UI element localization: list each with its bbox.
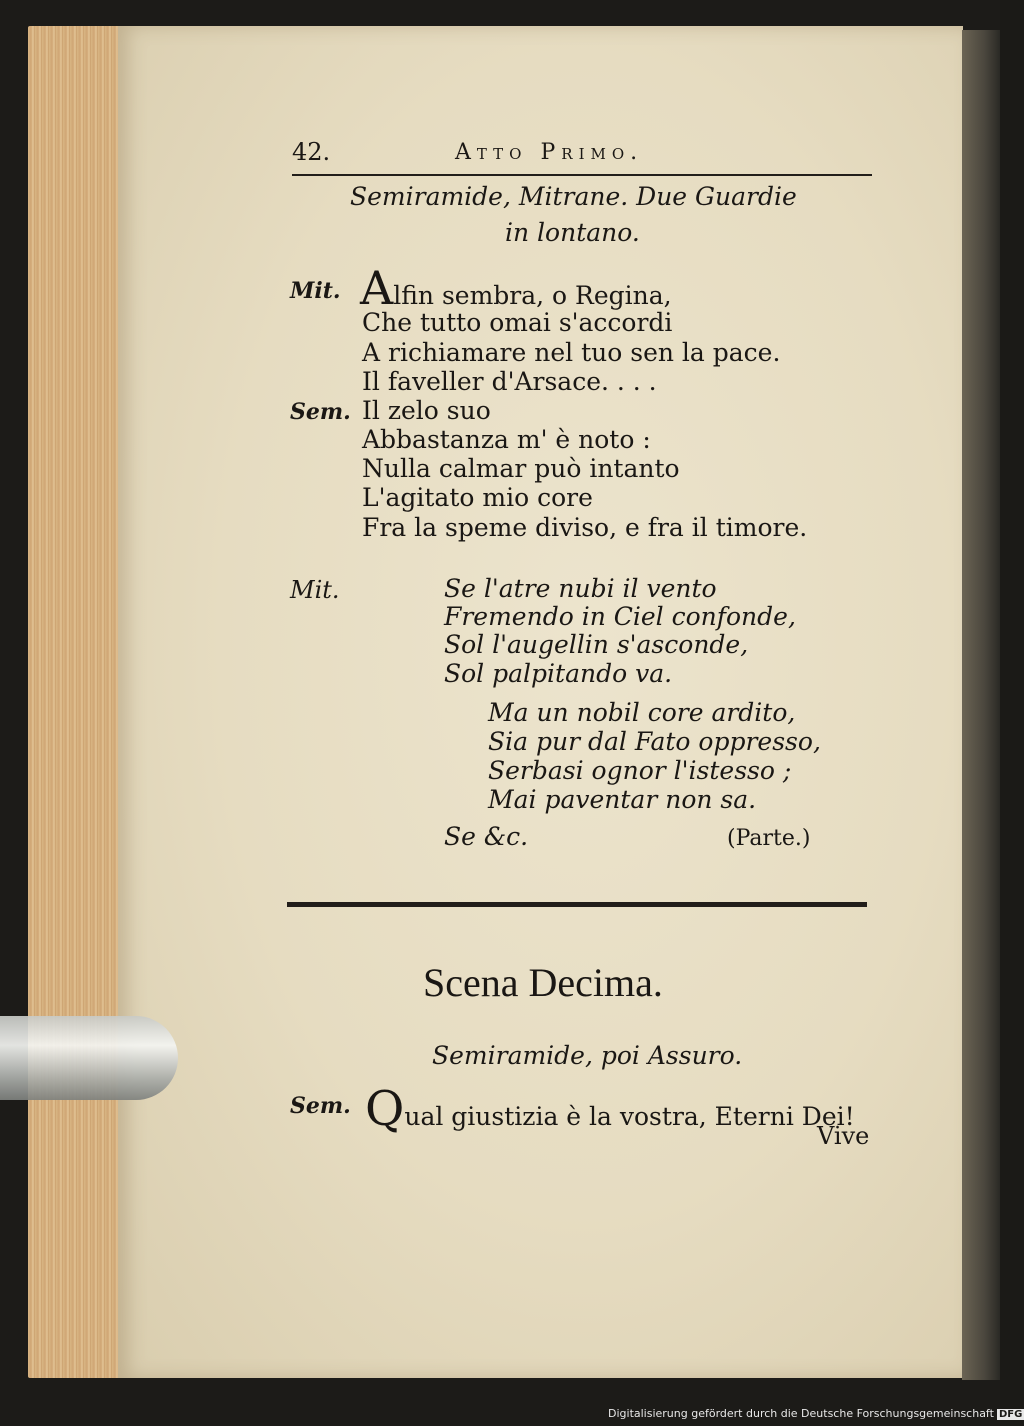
verse-text: ual giustizia è la vostra, Eterni Dei! xyxy=(404,1102,855,1131)
verse-line: Il zelo suo xyxy=(362,396,491,425)
aria-line: Ma un nobil core ardito, xyxy=(488,698,796,727)
cast-line: Semiramide, Mitrane. Due Guardie xyxy=(350,182,797,211)
aria-line: Mai paventar non sa. xyxy=(488,785,757,814)
book-page-edges xyxy=(28,26,132,1378)
drop-capital: A xyxy=(360,261,394,315)
cast-line: in lontano. xyxy=(505,218,640,247)
verse-line xyxy=(365,1081,855,1137)
running-title: Atto Primo. xyxy=(455,140,644,165)
facing-page-edge xyxy=(962,30,1000,1380)
aria-line: Sia pur dal Fato oppresso, xyxy=(488,727,821,756)
dfg-logo-icon: DFG xyxy=(998,1409,1023,1420)
aria-line: Sol palpitando va. xyxy=(444,659,673,688)
header-rule xyxy=(292,174,872,176)
verse-line: L'agitato mio core xyxy=(362,483,593,512)
speaker-label: Mit. xyxy=(290,576,340,604)
digitization-credit xyxy=(608,1407,1024,1420)
cast-line: Semiramide, poi Assuro. xyxy=(432,1041,743,1070)
verse-line: Che tutto omai s'accordi xyxy=(362,308,673,337)
verse-line: Il faveller d'Arsace. . . . xyxy=(362,367,657,396)
verse-line: Nulla calmar può intanto xyxy=(362,454,680,483)
aria-line: Se l'atre nubi il vento xyxy=(444,574,717,603)
speaker-label: Mit. xyxy=(290,278,341,304)
aria-line: Serbasi ognor l'istesso ; xyxy=(488,756,792,785)
scene-title: Scena Decima. xyxy=(423,960,663,1005)
clear-page-clip xyxy=(0,1016,178,1100)
verse-line xyxy=(360,261,672,315)
speaker-label: Sem. xyxy=(290,399,351,425)
verse-line: Fra la speme diviso, e fra il timore. xyxy=(362,513,808,542)
verse-text: lfin sembra, o Regina, xyxy=(393,281,672,310)
stage-direction: (Parte.) xyxy=(727,826,811,851)
credit-text: Digitalisierung gefördert durch die Deutsche Forschungsgemeinschaft xyxy=(608,1407,994,1420)
verse-line: Abbastanza m' è noto : xyxy=(362,425,651,454)
speaker-label: Sem. xyxy=(290,1093,351,1119)
drop-capital: Q xyxy=(365,1081,405,1137)
aria-line: Fremendo in Ciel confonde, xyxy=(444,602,796,631)
catchword: Vive xyxy=(817,1122,870,1150)
page-number: 42. xyxy=(292,138,331,166)
scene-divider-rule xyxy=(287,902,867,907)
verse-line: A richiamare nel tuo sen la pace. xyxy=(362,338,781,367)
da-capo-mark: Se &c. xyxy=(444,822,529,851)
aria-line: Sol l'augellin s'asconde, xyxy=(444,630,749,659)
